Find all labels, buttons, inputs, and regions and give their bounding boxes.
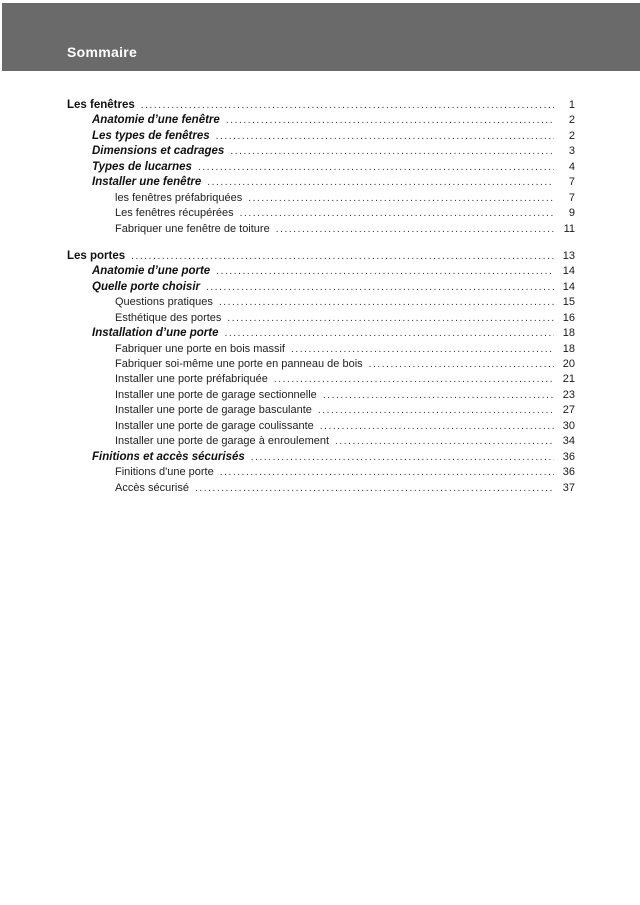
toc-entry-page: 16 — [562, 311, 575, 324]
toc-entry — [67, 296, 575, 311]
toc-entry-label: Installer une porte de garage basculante — [115, 404, 312, 417]
dot-leader — [276, 224, 554, 235]
dot-leader — [227, 313, 554, 324]
toc-entry-page: 14 — [562, 280, 575, 293]
dot-leader — [141, 100, 554, 111]
toc-entry-page: 7 — [568, 191, 575, 204]
dot-leader — [320, 421, 554, 432]
toc-entry-label: Finitions d'une porte — [115, 466, 214, 479]
toc-entry-page: 18 — [562, 327, 575, 340]
toc-entry — [67, 327, 575, 342]
toc-entry — [67, 161, 575, 176]
toc-entry-label: Installer une porte préfabriquée — [115, 373, 268, 386]
toc-entry-page: 37 — [562, 481, 575, 494]
dot-leader — [198, 162, 554, 173]
toc-section-fenetres — [67, 99, 575, 238]
toc-entry-page: 1 — [568, 99, 575, 111]
toc-entry-label: les fenêtres préfabriquées — [115, 191, 243, 204]
toc-entry-label: Les portes — [67, 249, 126, 262]
toc-entry-page: 23 — [562, 388, 575, 401]
page-title: Sommaire — [67, 44, 138, 60]
toc-entry — [67, 404, 575, 419]
dot-leader — [207, 177, 554, 188]
dot-leader — [225, 328, 554, 339]
header-bar — [2, 3, 640, 71]
toc-entry-page: 11 — [563, 222, 575, 235]
toc-entry-label: Finitions et accès sécurisés — [92, 450, 245, 463]
toc-entry-label: Installer une porte de garage à enroulement — [115, 435, 330, 448]
toc-entry-page: 3 — [568, 145, 575, 158]
toc-entry-label: Anatomie d’une porte — [92, 265, 211, 278]
toc-entry-label: Les types de fenêtres — [92, 129, 210, 142]
toc-entry — [67, 482, 575, 497]
toc-entry-page: 27 — [562, 404, 575, 417]
toc-entry-page: 4 — [568, 160, 575, 173]
dot-leader — [219, 297, 554, 308]
toc-entry — [67, 373, 575, 388]
dot-leader — [251, 452, 554, 463]
toc-entry-page: 18 — [562, 342, 575, 355]
toc-entry — [67, 114, 575, 129]
toc-entry-page: 9 — [568, 207, 575, 220]
toc-entry-label: Accès sécurisé — [115, 481, 189, 494]
dot-leader — [226, 115, 554, 126]
toc-entry-label: Fabriquer une fenêtre de toiture — [115, 222, 270, 235]
toc-entry-label: Installer une porte de garage sectionnelle — [115, 388, 317, 401]
dot-leader — [206, 282, 554, 293]
toc-entry — [67, 435, 575, 450]
toc-entry-page: 14 — [562, 265, 575, 278]
toc-entry-page: 36 — [562, 466, 575, 479]
toc-entry — [67, 176, 575, 191]
toc-entry-page: 21 — [562, 373, 575, 386]
toc-entry — [67, 192, 575, 207]
dot-leader — [230, 146, 554, 157]
dot-leader — [248, 193, 554, 204]
toc-entry-label: Fabriquer soi-même une porte en panneau de bois — [115, 358, 363, 370]
toc-entry-page: 13 — [562, 249, 575, 262]
toc-entry-page: 7 — [568, 176, 575, 189]
dot-leader — [216, 131, 554, 142]
dot-leader — [369, 359, 554, 370]
dot-leader — [216, 266, 554, 277]
dot-leader — [131, 251, 554, 262]
toc-entry-label: Installation d’une porte — [92, 327, 219, 340]
toc-entry-page: 20 — [562, 358, 575, 370]
toc-entry-page: 36 — [562, 450, 575, 463]
toc-entry — [67, 99, 575, 114]
dot-leader — [335, 436, 554, 447]
toc-section-portes — [67, 250, 575, 497]
toc-entry-label: Anatomie d’une fenêtre — [92, 114, 220, 127]
toc-entry — [67, 281, 575, 296]
toc-entry — [67, 343, 575, 358]
toc-entry — [67, 312, 575, 327]
toc-entry — [67, 466, 575, 481]
toc-entry — [67, 250, 575, 265]
toc-entry — [67, 223, 575, 238]
toc-entry — [67, 420, 575, 435]
toc-entry — [67, 358, 575, 373]
toc-entry-page: 2 — [568, 114, 575, 127]
toc-entry-label: Les fenêtres — [67, 99, 135, 111]
dot-leader — [318, 405, 554, 416]
toc-entry-label: Fabriquer une porte en bois massif — [115, 342, 285, 355]
toc-entry-label: Les fenêtres récupérées — [115, 207, 234, 220]
toc-entry-label: Types de lucarnes — [92, 160, 192, 173]
toc-entry — [67, 265, 575, 280]
toc-entry-label: Quelle porte choisir — [92, 280, 200, 293]
toc-entry — [67, 389, 575, 404]
toc-entry-page: 15 — [562, 296, 575, 309]
toc-entry-page: 34 — [562, 435, 575, 448]
dot-leader — [323, 390, 554, 401]
toc-entry-label: Installer une porte de garage coulissante — [115, 419, 314, 432]
toc-entry — [67, 451, 575, 466]
toc-entry-label: Installer une fenêtre — [92, 176, 202, 189]
toc-entry-page: 30 — [562, 419, 575, 432]
toc-entry — [67, 130, 575, 145]
dot-leader — [274, 374, 554, 385]
toc-entry — [67, 207, 575, 222]
dot-leader — [195, 483, 554, 494]
toc-entry-label: Dimensions et cadrages — [92, 145, 225, 158]
toc-entry-page: 2 — [568, 129, 575, 142]
toc — [67, 99, 575, 497]
dot-leader — [240, 208, 554, 219]
toc-entry — [67, 145, 575, 160]
toc-entry-label: Questions pratiques — [115, 296, 213, 309]
dot-leader — [220, 467, 554, 478]
dot-leader — [291, 344, 554, 355]
toc-entry-label: Esthétique des portes — [115, 311, 222, 324]
